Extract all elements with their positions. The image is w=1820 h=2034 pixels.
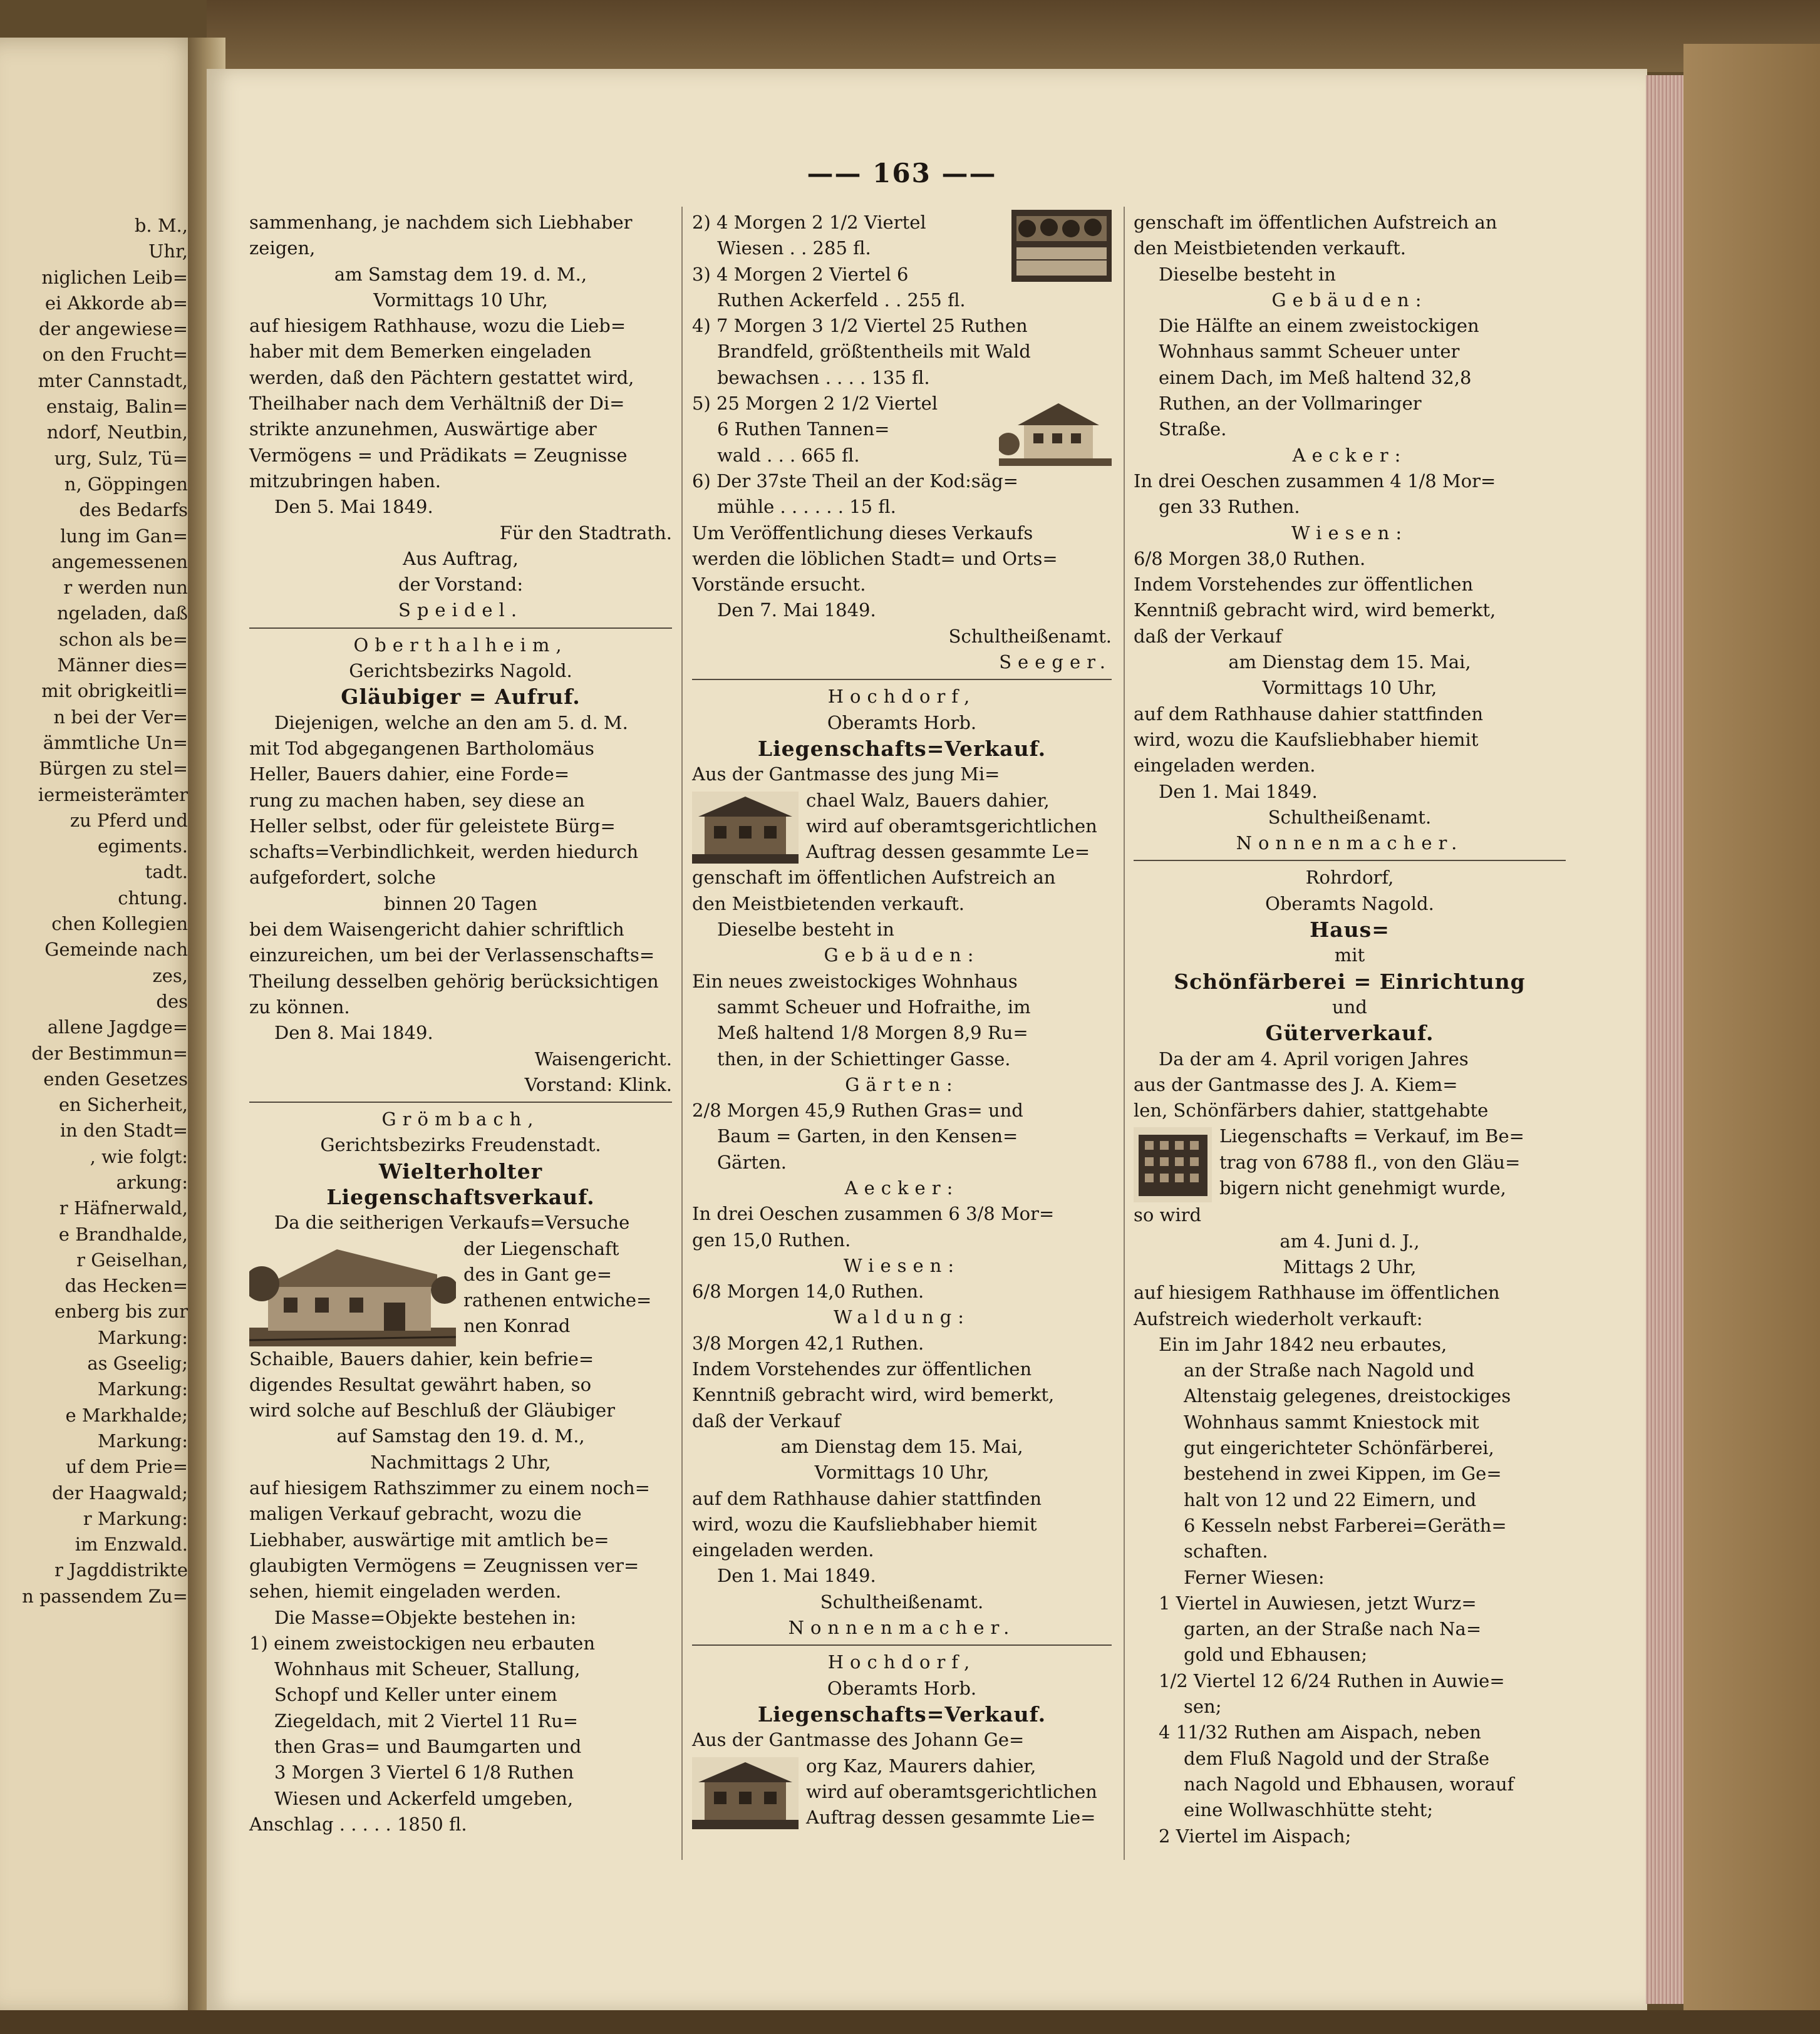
fragment-line: der angewiese= [38,318,188,340]
text-line: wird auf oberamtsgerichtlichen [806,815,1097,837]
text-line: rathenen entwiche= [463,1289,652,1311]
text-line: Wiesen: [843,1254,961,1276]
text-line: Gebäuden: [1271,289,1428,311]
text-line: gen 15,0 Ruthen. [692,1229,851,1251]
text-line: Vormittags 10 Uhr, [373,289,548,311]
text-line: 1 Viertel in Auwiesen, jetzt Wurz= [1159,1592,1477,1614]
separator-rule [249,627,672,629]
text-line: schafts=Verbindlichkeit, werden hiedurch [249,841,639,863]
text-line: Aus Auftrag, [403,547,519,569]
text-line: bei dem Waisengericht dahier schriftlich [249,919,624,941]
text-line: am Samstag dem 19. d. M., [334,263,587,285]
notice-title: Haus= [1310,917,1390,942]
text-line: Vorstand: Klink. [524,1073,672,1095]
fragment-line: mter Cannstadt, [38,369,188,391]
text-line: Vorstände ersucht. [692,574,866,596]
left-page-text-fragments [0,213,188,1609]
text-line: 3/8 Morgen 42,1 Ruthen. [692,1332,924,1354]
text-line: 6) Der 37ste Theil an der Kod:säg= [692,470,1018,492]
text-line: Wohnhaus mit Scheuer, Stallung, [274,1658,581,1680]
text-line: Mittags 2 Uhr, [1283,1256,1417,1278]
fragment-line: ämmtliche Un= [43,731,188,753]
text-line: mit Tod abgegangenen Bartholomäus [249,737,594,759]
fragment-line: n passendem Zu= [22,1585,188,1607]
fragment-line: uf dem Prie= [65,1456,188,1478]
fragment-line: n bei der Ver= [53,706,188,728]
text-line: Ruthen, an der Vollmaringer [1159,393,1422,415]
fragment-line: chtung. [118,887,188,909]
text-line: einzureichen, um bei der Verlassenschafts= [249,944,655,966]
text-line: Altenstaig gelegenes, dreistockiges [1184,1385,1511,1407]
text-line: In drei Oeschen zusammen 4 1/8 Mor= [1134,470,1496,492]
fragment-line: ndorf, Neutbin, [46,421,188,443]
text-line: Heller, Bauers dahier, eine Forde= [249,763,570,785]
text-line: Den 1. Mai 1849. [717,1565,876,1587]
text-line: Waldung: [833,1306,971,1328]
text-line: dem Fluß Nagold und der Straße [1184,1747,1490,1769]
text-line: sammenhang, je nachdem sich Liebhaber [249,212,633,233]
notice-hochdorf-walz [692,684,1112,1641]
text-line: an der Straße nach Nagold und [1184,1360,1475,1381]
text-line: Ferner Wiesen: [1184,1566,1325,1588]
book-cover-bottom [0,2010,1820,2034]
text-line: 6/8 Morgen 14,0 Ruthen. [692,1281,924,1303]
text-line: auf Samstag den 19. d. M., [336,1425,585,1447]
text-line: 6/8 Morgen 38,0 Ruthen. [1134,547,1366,569]
notice-district: Oberamts Horb. [827,1677,977,1699]
text-line: sammt Scheuer und Hofraithe, im [717,996,1031,1018]
text-line: Anschlag . . . . . 1850 fl. [249,1813,467,1835]
fragment-line: e Markhalde; [65,1404,188,1426]
notice-place: Rohrdorf, [1305,867,1394,889]
text-line: Da der am 4. April vorigen Jahres [1159,1048,1469,1070]
text-line: Ein im Jahr 1842 neu erbautes, [1159,1333,1447,1355]
fragment-line: iermeisterämter [38,783,188,805]
fragment-line: enden Gesetzes [43,1068,188,1090]
fragment-line: allene Jagdge= [47,1016,188,1038]
text-line: Aecker: [1292,444,1407,466]
homestead-vignette-icon [692,792,799,864]
text-line: werden, daß den Pächtern gestattet wird, [249,366,634,388]
text-line: Schaible, Bauers dahier, kein befrie= [249,1348,594,1370]
text-line: nen Konrad [463,1315,571,1337]
fragment-line: schon als be= [59,628,188,650]
fragment-line: ei Akkorde ab= [44,292,188,314]
separator-rule [692,679,1112,680]
fragment-line: in den Stadt= [59,1120,188,1142]
text-line: Waisengericht. [534,1048,672,1070]
notice-district: Gerichtsbezirks Freudenstadt. [320,1134,601,1156]
text-line: 2) 4 Morgen 2 1/2 Viertel [692,212,926,233]
text-line: 1) einem zweistockigen neu erbauten [249,1632,596,1654]
text-line: wird auf oberamtsgerichtlichen [806,1780,1097,1802]
notice-first-line: Aus der Gantmasse des jung Mi= [692,763,1000,785]
fragment-line: Männer dies= [57,654,188,676]
fragment-line: , wie folgt: [90,1145,188,1167]
notice-title: Güterverkauf. [1265,1021,1434,1046]
homestead-vignette-icon [692,1757,799,1829]
text-line: wald . . . 665 fl. [717,444,860,466]
text-line: Dieselbe besteht in [1159,263,1336,285]
text-line: bestehend in zwei Kippen, im Ge= [1184,1463,1502,1485]
text-line: auf hiesigem Rathhause, wozu die Lieb= [249,315,626,337]
text-line: aus der Gantmasse des J. A. Kiem= [1134,1073,1458,1095]
fragment-line: b. M., [134,215,188,236]
fragment-line: r Geiselhan, [76,1249,188,1271]
fragment-line: Markung: [97,1326,188,1348]
text-line: 6 Ruthen Tannen= [717,418,890,440]
fragment-line: Gemeinde nach [44,939,188,961]
notice-title: Liegenschafts=Verkauf. [757,736,1047,761]
text-line: Wiesen: [1291,522,1409,544]
text-line: garten, an der Straße nach Na= [1184,1618,1482,1640]
book-cover-top [207,0,1820,72]
text-line: Gebäuden: [824,944,980,966]
text-line: eingeladen werden. [1134,755,1316,777]
text-line: so wird [1134,1204,1202,1226]
text-line: Ziegeldach, mit 2 Viertel 11 Ru= [274,1710,579,1732]
separator-rule [249,1102,672,1103]
text-line: Gärten. [717,1151,787,1173]
factory-vignette-icon [1134,1127,1212,1202]
fragment-line: Markung: [97,1430,188,1452]
text-line: daß der Verkauf [1134,625,1282,647]
fragment-line: Uhr, [148,240,188,262]
notice-rohrdorf [1134,865,1566,1849]
text-line: 4 11/32 Ruthen am Aispach, neben [1159,1722,1481,1743]
notice-district: Gerichtsbezirks Nagold. [349,660,572,682]
notice-first-line: Aus der Gantmasse des Johann Ge= [692,1729,1025,1751]
text-line: nach Nagold und Ebhausen, worauf [1184,1773,1514,1795]
text-line: der Liegenschaft [463,1237,619,1259]
notice-place: Grömbach, [381,1108,540,1130]
text-line: bewachsen . . . . 135 fl. [717,366,930,388]
fragment-line: ngeladen, daß [56,602,188,624]
text-line: Schultheißenamt. [820,1591,984,1613]
text-line: mitzubringen haben. [249,470,441,492]
notice-title: Liegenschafts=Verkauf. [757,1701,1047,1727]
text-line: 5) 25 Morgen 2 1/2 Viertel [692,393,938,415]
fragment-line: Bürgen zu stel= [39,758,188,780]
fragment-line: niglichen Leib= [41,266,188,288]
text-line: Indem Vorstehendes zur öffentlichen [692,1358,1032,1380]
farmhouse-vignette-icon [249,1240,456,1346]
text-line: strikte anzunehmen, Auswärtige aber [249,418,597,440]
fragment-line: lung im Gan= [60,525,188,547]
fragment-line: egiments. [97,835,188,857]
text-line: des in Gant ge= [463,1263,613,1285]
text-line: Aecker: [844,1177,959,1199]
text-line: Vormittags 10 Uhr, [814,1462,990,1484]
page-edges [1646,75,1683,2004]
fragment-line: das Hecken= [65,1275,188,1297]
text-line: gen 33 Ruthen. [1159,496,1300,518]
fragment-line: r Markung: [83,1507,188,1529]
text-line: Diejenigen, welche an den am 5. d. M. [274,711,628,733]
notice-district: Oberamts Nagold. [1265,892,1434,914]
text-line: 1/2 Viertel 12 6/24 Ruthen in Auwie= [1159,1670,1505,1691]
left-page [0,38,207,2016]
text-line: then, in der Schiettinger Gasse. [717,1048,1011,1070]
notice-conjunction: und [1332,996,1367,1018]
text-line: wird, wozu die Kaufsliebhaber hiemit [692,1513,1037,1535]
notice-conjunction: mit [1334,944,1365,966]
text-line: am Dienstag dem 15. Mai, [780,1435,1023,1457]
separator-rule [1134,860,1566,861]
fragment-line: urg, Sulz, Tü= [54,447,188,469]
text-line: Kenntniß gebracht wird, wird bemerkt, [1134,599,1496,621]
text-line: aufgefordert, solche [249,867,436,889]
notice-title: Gläubiger = Aufruf. [341,684,581,710]
text-line: Die Masse=Objekte bestehen in: [274,1606,577,1628]
notice-first-line: Da die seitherigen Verkaufs=Versuche [274,1212,630,1234]
text-line: Liebhaber, auswärtige mit amtlich be= [249,1529,609,1551]
notice-stadtrath-continuation [249,210,672,624]
text-line: Ruthen Ackerfeld . . 255 fl. [717,289,966,311]
notice-hochdorf-kaz [692,1649,1112,1830]
text-line: gold und Ebhausen; [1184,1644,1368,1666]
text-line: wird, wozu die Kaufsliebhaber hiemit [1134,728,1479,750]
text-line: 2 Viertel im Aispach; [1159,1825,1352,1847]
text-line: auf hiesigem Rathszimmer zu einem noch= [249,1477,650,1499]
text-line: rung zu machen haben, sey diese an [249,789,585,811]
text-line: auf hiesigem Rathhause im öffentlichen [1134,1282,1500,1304]
text-line: Schopf und Keller unter einem [274,1684,557,1706]
text-line: bigern nicht genehmigt wurde, [1219,1177,1506,1199]
separator-rule [692,1644,1112,1646]
text-line: Den 5. Mai 1849. [274,496,433,518]
notice-title: Schönfärberei = Einrichtung [1174,969,1526,994]
text-line: sehen, hiemit eingeladen werden. [249,1581,562,1603]
text-line: then Gras= und Baumgarten und [274,1736,582,1758]
column-rule-2 [1124,207,1125,1860]
text-line: am Dienstag dem 15. Mai, [1228,651,1471,673]
notice-place: Hochdorf, [827,1651,976,1673]
fragment-line: Markung: [97,1378,188,1400]
text-line: Die Hälfte an einem zweistockigen [1159,315,1479,337]
fragment-line: zu Pferd und [70,809,188,831]
text-line: org Kaz, Maurers dahier, [806,1755,1037,1777]
fragment-line: on den Frucht= [42,344,188,366]
text-line: Aufstreich wiederholt verkauft: [1134,1308,1423,1329]
text-line: 6 Kesseln nebst Farberei=Geräth= [1184,1514,1507,1536]
fragment-line: angemessenen [51,550,188,572]
text-line: Wohnhaus sammt Scheuer unter [1159,341,1460,363]
text-line: Vermögens = und Prädikats = Zeugnisse [249,444,628,466]
fragment-line: tadt. [145,861,188,883]
text-line: wird solche auf Beschluß der Gläubiger [249,1400,616,1422]
text-line: Seeger. [999,651,1112,673]
notice-place: Oberthalheim, [353,634,568,656]
text-line: Liegenschafts = Verkauf, im Be= [1219,1125,1524,1147]
text-line: zu können. [249,996,350,1018]
text-line: genschaft im öffentlichen Aufstreich an [1134,212,1497,233]
column-3 [1134,210,1566,1849]
fragment-line: en Sicherheit, [58,1094,188,1116]
text-line: 4) 7 Morgen 3 1/2 Viertel 25 Ruthen [692,315,1028,337]
notice-title: Liegenschaftsverkauf. [326,1184,595,1209]
text-line: Schultheißenamt. [1268,806,1432,828]
text-line: Wiesen . . 285 fl. [717,237,871,259]
text-line: auf dem Rathhause dahier stattfinden [692,1487,1042,1509]
fragment-line: as Gseelig; [87,1353,188,1375]
fragment-line: arkung: [116,1171,188,1193]
text-line: eingeladen werden. [692,1539,874,1561]
text-line: Auftrag dessen gesammte Le= [806,841,1090,863]
text-line: Auftrag dessen gesammte Lie= [806,1807,1096,1829]
text-line: 3) 4 Morgen 2 Viertel 6 [692,263,909,285]
notice-title: Wielterholter [378,1159,543,1184]
text-line: Um Veröffentlichung dieses Verkaufs [692,522,1033,544]
text-line: maligen Verkauf gebracht, wozu die [249,1503,582,1525]
text-line: Wiesen und Ackerfeld umgeben, [274,1787,574,1809]
fragment-line: enberg bis zur [54,1301,188,1323]
notice-hochdorf-continuation [1134,210,1566,856]
text-line: Wohnhaus sammt Kniestock mit [1184,1411,1479,1433]
text-line: Dieselbe besteht in [717,919,894,941]
text-line: Kenntniß gebracht wird, wird bemerkt, [692,1384,1055,1406]
text-line: mühle . . . . . . 15 fl. [717,496,896,518]
column-rule-1 [681,207,683,1860]
notice-oberthalheim [249,632,672,1098]
text-line: eine Wollwaschhütte steht; [1184,1799,1434,1821]
fragment-line: zes, [152,964,188,986]
text-line: trag von 6788 fl., von den Gläu= [1219,1151,1521,1173]
fragment-line: der Haagwald; [52,1482,188,1504]
text-line: Den 7. Mai 1849. [717,599,876,621]
notice-district: Oberamts Horb. [827,711,977,733]
text-line: gut eingerichteter Schönfärberei, [1184,1437,1494,1459]
text-line: In drei Oeschen zusammen 6 3/8 Mor= [692,1203,1055,1225]
house-vignette-icon [999,397,1112,466]
text-line: glaubigten Vermögens = Zeugnissen ver= [249,1554,639,1576]
fragment-line: r werden nun [63,577,188,599]
text-line: len, Schönfärbers dahier, stattgehabte [1134,1100,1489,1122]
fragment-line: r Häfnerwald, [59,1197,188,1219]
fragment-line: e Brandhalde, [58,1223,188,1245]
fragment-line: mit obrigkeitli= [41,680,188,702]
fragment-line: im Enzwald. [75,1534,188,1556]
text-line: schaften. [1184,1541,1268,1562]
text-line: binnen 20 Tagen [383,892,538,914]
text-line: Für den Stadtrath. [499,522,672,544]
text-line: 2/8 Morgen 45,9 Ruthen Gras= und [692,1100,1023,1122]
meadow-vignette-icon [1011,210,1112,282]
text-line: haber mit dem Bemerken eingeladen [249,341,592,363]
text-line: Gärten: [845,1073,959,1095]
text-line: der Vorstand: [398,574,524,596]
notice-place: Hochdorf, [827,686,976,708]
text-line: Den 8. Mai 1849. [274,1022,433,1044]
text-line: Straße. [1159,418,1227,440]
fragment-line: der Bestimmun= [31,1042,188,1064]
text-line: am 4. Juni d. J., [1280,1230,1420,1252]
text-line: sen; [1184,1696,1222,1718]
text-line: Nonnenmacher. [788,1617,1016,1639]
text-line: chael Walz, Bauers dahier, [806,789,1050,811]
book-cover-right [1683,44,1820,2034]
text-line: auf dem Rathhause dahier stattfinden [1134,703,1483,725]
text-line: Ein neues zweistockiges Wohnhaus [692,970,1018,992]
text-line: Indem Vorstehendes zur öffentlichen [1134,574,1474,596]
column-1 [249,210,672,1837]
text-line: Vormittags 10 Uhr, [1262,677,1437,699]
text-line: zeigen, [249,237,316,259]
text-line: halt von 12 und 22 Eimern, und [1184,1489,1477,1510]
text-line: einem Dach, im Meß haltend 32,8 [1159,366,1472,388]
text-line: Nachmittags 2 Uhr, [370,1451,551,1473]
text-line: Nonnenmacher. [1236,832,1464,854]
notice-groembach [249,1107,672,1837]
text-line: werden die löblichen Stadt= und Orts= [692,547,1058,569]
fragment-line: n, Göppingen [64,473,188,495]
fragment-line: des Bedarfs [79,499,188,521]
text-line: den Meistbietenden verkauft. [1134,237,1406,259]
fragment-line: chen Kollegien [51,913,188,935]
text-line: Heller selbst, oder für geleistete Bürg= [249,815,616,837]
fragment-line: des [156,990,188,1012]
fragment-line: r Jagddistrikte [54,1559,188,1581]
text-line: genschaft im öffentlichen Aufstreich an [692,867,1056,889]
fragment-line: enstaig, Balin= [46,396,188,418]
text-line: Baum = Garten, in den Kensen= [717,1125,1018,1147]
text-line: Den 1. Mai 1849. [1159,780,1318,802]
text-line: Theilung desselben gehörig berücksichtigen [249,970,659,992]
text-line: Meß haltend 1/8 Morgen 8,9 Ru= [717,1022,1028,1044]
text-line: Brandfeld, größtentheils mit Wald [717,341,1031,363]
text-line: Schultheißenamt. [948,625,1112,647]
text-line: digendes Resultat gewährt haben, so [249,1373,592,1395]
text-line: Speidel. [398,599,524,621]
text-line: daß der Verkauf [692,1410,840,1432]
text-line: den Meistbietenden verkauft. [692,892,964,914]
column-2 [692,210,1112,1830]
page-number: —— 163 —— [807,158,997,188]
text-line: Theilhaber nach dem Verhältniß der Di= [249,393,625,415]
text-line: 3 Morgen 3 Viertel 6 1/8 Ruthen [274,1762,574,1784]
